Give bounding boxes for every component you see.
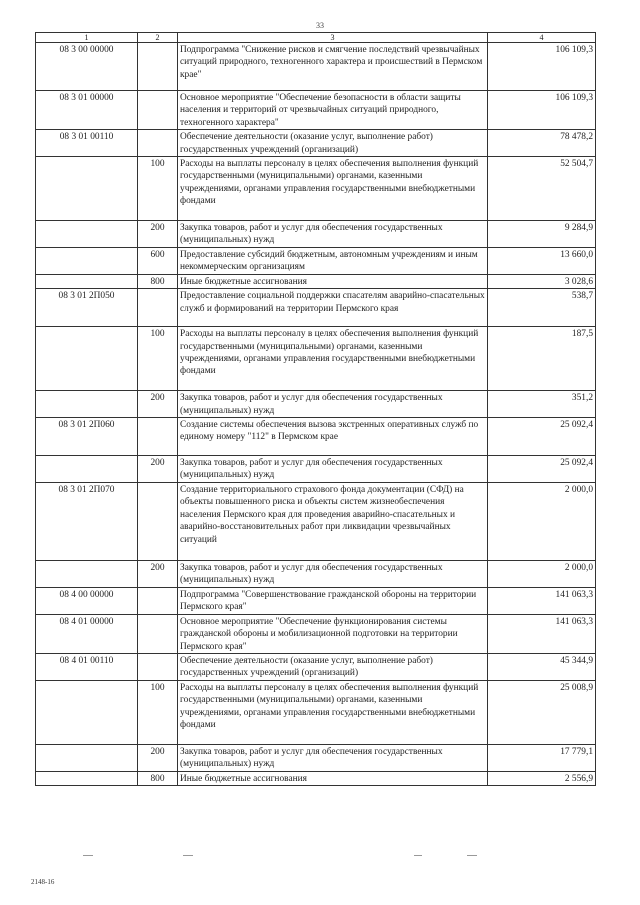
budget-table [35, 32, 596, 786]
row-description: Закупка товаров, работ и услуг для обеспечения государственных (муниципальных) нужд [178, 391, 488, 418]
row-code [36, 456, 138, 483]
row-code [36, 680, 138, 744]
row-description: Основное мероприятие "Обеспечение функционирования системы гражданской обороны и мобилизационной подготовки на территории Пермского края" [178, 614, 488, 653]
row-description: Подпрограмма "Совершенствование гражданской обороны на территории Пермского края" [178, 587, 488, 614]
row-description: Закупка товаров, работ и услуг для обеспечения государственных (муниципальных) нужд [178, 456, 488, 483]
table-row [36, 274, 596, 288]
row-expense-type: 200 [138, 744, 178, 771]
row-amount: 9 284,9 [488, 221, 596, 248]
column-header: 2 [138, 33, 178, 43]
row-code [36, 248, 138, 275]
table-row [36, 327, 596, 391]
row-code [36, 771, 138, 785]
row-amount: 25 092,4 [488, 418, 596, 456]
row-amount: 78 478,2 [488, 130, 596, 157]
row-expense-type [138, 91, 178, 130]
table-row [36, 614, 596, 653]
row-amount: 52 504,7 [488, 157, 596, 221]
footer-doc-code: 2148-16 [31, 878, 55, 886]
row-code [36, 560, 138, 587]
row-description: Расходы на выплаты персоналу в целях обеспечения выполнения функций государственными (муниципальными) органами, казенными учреждениями, органами управления государственными внебюджетными фондами [178, 680, 488, 744]
row-amount: 2 556,9 [488, 771, 596, 785]
row-expense-type: 800 [138, 274, 178, 288]
row-amount: 2 000,0 [488, 482, 596, 560]
footer-dash [467, 855, 477, 856]
row-description: Закупка товаров, работ и услуг для обеспечения государственных (муниципальных) нужд [178, 744, 488, 771]
row-code: 08 4 00 00000 [36, 587, 138, 614]
table-row [36, 560, 596, 587]
row-description: Обеспечение деятельности (оказание услуг, выполнение работ) государственных учреждений (организаций) [178, 653, 488, 680]
table-row [36, 771, 596, 785]
table-row [36, 680, 596, 744]
row-expense-type: 100 [138, 680, 178, 744]
row-description: Закупка товаров, работ и услуг для обеспечения государственных (муниципальных) нужд [178, 560, 488, 587]
row-amount: 45 344,9 [488, 653, 596, 680]
row-expense-type: 200 [138, 221, 178, 248]
row-expense-type [138, 587, 178, 614]
table-row [36, 221, 596, 248]
row-expense-type [138, 614, 178, 653]
table-row [36, 130, 596, 157]
row-code: 08 3 01 2П070 [36, 482, 138, 560]
table-row [36, 653, 596, 680]
row-amount: 2 000,0 [488, 560, 596, 587]
table-row [36, 456, 596, 483]
row-expense-type: 100 [138, 157, 178, 221]
row-code [36, 391, 138, 418]
row-expense-type: 200 [138, 391, 178, 418]
row-amount: 538,7 [488, 289, 596, 327]
row-description: Основное мероприятие "Обеспечение безопасности в области защиты населения и территорий от чрезвычайных ситуаций природного, техногенного характера" [178, 91, 488, 130]
row-code [36, 221, 138, 248]
row-amount: 141 063,3 [488, 614, 596, 653]
row-amount: 17 779,1 [488, 744, 596, 771]
row-code [36, 274, 138, 288]
table-row [36, 587, 596, 614]
table-row [36, 744, 596, 771]
row-code [36, 327, 138, 391]
row-expense-type: 200 [138, 560, 178, 587]
row-amount: 25 092,4 [488, 456, 596, 483]
footer-dash [183, 855, 193, 856]
row-description: Предоставление социальной поддержки спасателям аварийно-спасательных служб и формирований на территории Пермского края [178, 289, 488, 327]
row-code: 08 4 01 00000 [36, 614, 138, 653]
row-description: Предоставление субсидий бюджетным, автономным учреждениям и иным некоммерческим организациям [178, 248, 488, 275]
table-row [36, 157, 596, 221]
row-amount: 187,5 [488, 327, 596, 391]
row-amount: 351,2 [488, 391, 596, 418]
row-code: 08 3 00 00000 [36, 43, 138, 91]
row-amount: 106 109,3 [488, 43, 596, 91]
column-header: 4 [488, 33, 596, 43]
table-row [36, 418, 596, 456]
row-description: Расходы на выплаты персоналу в целях обеспечения выполнения функций государственными (муниципальными) органами, казенными учреждениями, органами управления государственными внебюджетными фондами [178, 157, 488, 221]
row-expense-type [138, 289, 178, 327]
row-expense-type [138, 653, 178, 680]
page-number: 33 [316, 21, 324, 30]
row-code [36, 157, 138, 221]
column-header: 1 [36, 33, 138, 43]
row-amount: 3 028,6 [488, 274, 596, 288]
row-code: 08 3 01 00000 [36, 91, 138, 130]
row-code [36, 744, 138, 771]
row-amount: 25 008,9 [488, 680, 596, 744]
row-expense-type [138, 482, 178, 560]
row-expense-type [138, 43, 178, 91]
table-row [36, 43, 596, 91]
row-description: Подпрограмма "Снижение рисков и смягчение последствий чрезвычайных ситуаций природного, техногенного характера и происшествий в Пермском крае" [178, 43, 488, 91]
row-description: Иные бюджетные ассигнования [178, 771, 488, 785]
row-code: 08 3 01 00110 [36, 130, 138, 157]
table-row [36, 289, 596, 327]
column-header: 3 [178, 33, 488, 43]
row-code: 08 3 01 2П060 [36, 418, 138, 456]
row-description: Создание территориального страхового фонда документации (СФД) на объекты повышенного риска и объекты систем жизнеобеспечения населения Пермского края для проведения аварийно-спасательных и аварийно-восстановительных работ при ликвидации чрезвычайных ситуаций [178, 482, 488, 560]
row-code: 08 3 01 2П050 [36, 289, 138, 327]
row-expense-type: 600 [138, 248, 178, 275]
row-description: Создание системы обеспечения вызова экстренных оперативных служб по единому номеру "112" в Пермском крае [178, 418, 488, 456]
row-expense-type: 200 [138, 456, 178, 483]
row-expense-type [138, 130, 178, 157]
row-amount: 141 063,3 [488, 587, 596, 614]
row-description: Закупка товаров, работ и услуг для обеспечения государственных (муниципальных) нужд [178, 221, 488, 248]
row-expense-type: 800 [138, 771, 178, 785]
row-amount: 13 660,0 [488, 248, 596, 275]
table-row [36, 482, 596, 560]
footer-dash [414, 855, 422, 856]
footer-dash [83, 855, 93, 856]
row-description: Обеспечение деятельности (оказание услуг, выполнение работ) государственных учреждений (организаций) [178, 130, 488, 157]
row-code: 08 4 01 00110 [36, 653, 138, 680]
row-expense-type [138, 418, 178, 456]
row-expense-type: 100 [138, 327, 178, 391]
table-row [36, 248, 596, 275]
table-row [36, 91, 596, 130]
row-description: Иные бюджетные ассигнования [178, 274, 488, 288]
header-row [36, 33, 596, 43]
table-row [36, 391, 596, 418]
row-amount: 106 109,3 [488, 91, 596, 130]
row-description: Расходы на выплаты персоналу в целях обеспечения выполнения функций государственными (муниципальными) органами, казенными учреждениями, органами управления государственными внебюджетными фондами [178, 327, 488, 391]
